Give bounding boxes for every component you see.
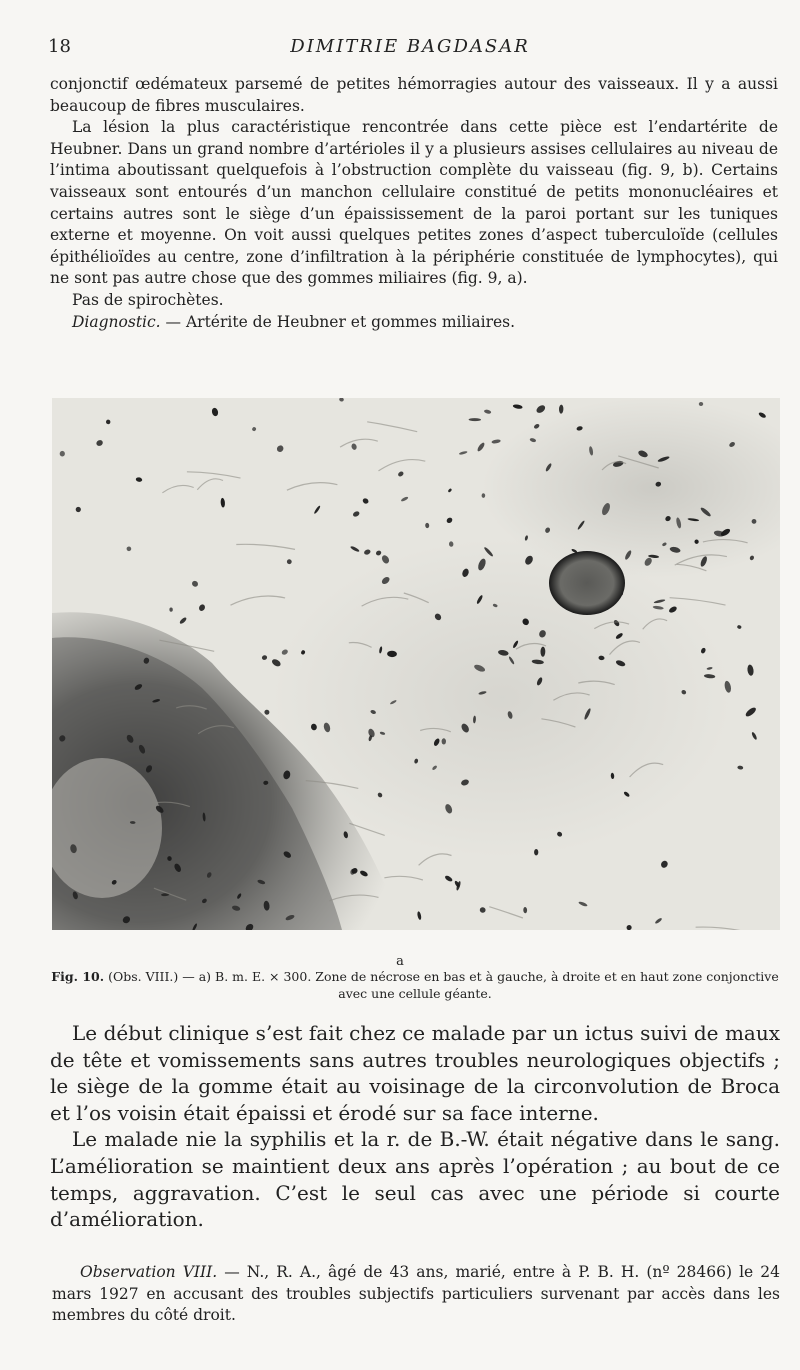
paragraph-spirochetes: Pas de spirochètes.: [72, 290, 224, 309]
cell-nucleus: [60, 451, 65, 457]
figure-letter: a: [396, 954, 404, 969]
cell-nucleus: [534, 849, 538, 855]
paragraph-lesion: La lésion la plus caractéristique rencontrée dans cette pièce est l’endartérite de Heubner. Dans un grand nombre d’artérioles il y a plusieurs assises cellulaires au niveau de l’intima aboutissant quelquefois à l’obstruction complète du vaisseau (fig. 9, b). Certains vaisseaux sont entourés d’un manchon cellulaire constitué de petits mononucléaires et certains autres sont le siège d’un épaississement de la paroi portant sur les tuniques externe et moyenne. On voit aussi quelques petites zones d’aspect tuberculoïde (cellules épithélioïdes au centre, zone d’infiltration à la périphérie constituée de lymphocytes), qui ne sont pas autre chose que des gommes miliaires (fig. 9, a).: [50, 118, 778, 288]
paragraph-syphilis: Le malade nie la syphilis et la r. de B.-W. était négative dans le sang. L’amélioration se maintient deux ans après l’opération ; au bout de ce temps, aggravation. C’est le seul cas avec une période si courte d’amélioration.: [50, 1127, 780, 1232]
top-text-block: [50, 74, 778, 333]
micrograph-image: [52, 398, 780, 930]
paragraph-continuation: conjonctif œdémateux parsemé de petites hémorragies autour des vaisseaux. Il y a aussi beaucoup de fibres musculaires.: [50, 75, 778, 115]
diagnostic-text: — Artérite de Heubner et gommes miliaires.: [160, 312, 516, 331]
cell-nucleus: [442, 738, 446, 744]
page-number: 18: [48, 36, 71, 57]
observation-block: [52, 1262, 780, 1327]
observation-label: Observation VIII.: [80, 1263, 218, 1281]
figure-caption: [50, 968, 780, 1002]
giant-cell: [549, 551, 625, 615]
caption-text: (Obs. VIII.) — a) B. m. E. × 300. Zone de nécrose en bas et à gauche, à droite et en haut zone conjonctive avec une cellule géante.: [104, 969, 779, 1001]
paragraph-observation: [52, 1262, 780, 1327]
running-title: DIMITRIE BAGDASAR: [290, 36, 530, 57]
running-head: [48, 36, 772, 62]
observation-text: — N., R. A., âgé de 43 ans, marié, entre à P. B. H. (nº 28466) le 24 mars 1927 en accusant des troubles subjectifs particuliers survenant par accès dans les membres du côté droit.: [52, 1263, 780, 1325]
paragraph-diagnostic: [50, 312, 778, 334]
paragraph-clinical-onset: Le début clinique s’est fait chez ce malade par un ictus suivi de maux de tête et vomissements sans autres troubles neurologiques objectifs ; le siège de la gomme était au voisinage de la circonvolution de Broca et l’os voisin était épaissi et érodé sur sa face interne.: [50, 1021, 780, 1125]
caption-label: Fig. 10.: [51, 969, 105, 984]
micrograph-figure: [52, 398, 780, 930]
diagnostic-label: Diagnostic.: [72, 312, 161, 331]
main-text-block: [50, 1020, 780, 1233]
